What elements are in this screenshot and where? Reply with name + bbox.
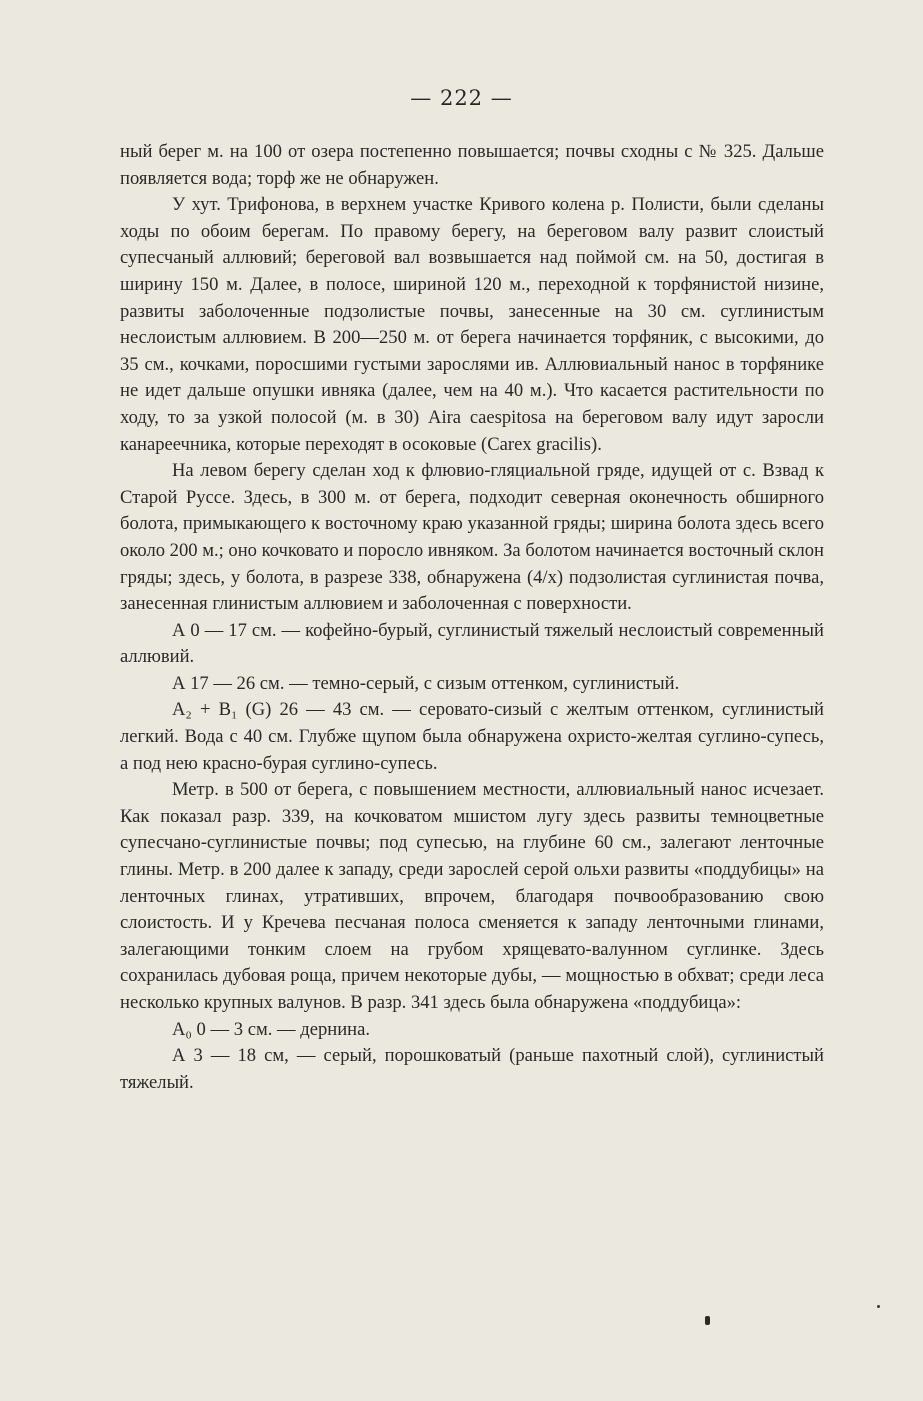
- body-text: [120, 139, 824, 1096]
- horizon-a0-0-3: А₀ 0 — 3 см. — дернина.: [172, 1018, 371, 1040]
- ink-dot: [877, 1305, 880, 1308]
- paragraph-continuation: ный берег м. на 100 от озера постепенно повышается; почвы сходны с № 325. Дальше появляется вода; торф же не обнаружен.: [120, 141, 824, 189]
- horizon-a-17-26: А 17 — 26 см. — темно-серый, с сизым оттенком, суглинистый.: [172, 672, 680, 694]
- ink-speck: [705, 1316, 710, 1325]
- horizon-a-3-18: А 3 — 18 см, — серый, порошковатый (раньше пахотный слой), суглинистый тяжелый.: [120, 1045, 824, 1093]
- horizon-a-0-17: А 0 — 17 см. — кофейно-бурый, суглинистый тяжелый неслоистый современный аллювий.: [120, 619, 824, 668]
- paragraph-trifonov: У хут. Трифонова, в верхнем участке Кривого колена р. Полисти, были сделаны ходы по обоим берегам. По правому берегу, на береговом валу развит слоистый супесчаный аллювий; береговой вал возвышается над поймой см. на 50, достигая в ширину 150 м. Далее, в полосе, шириной 120 м., переходной к торфянистой низине, развиты заболоченные подзолистые почвы, занесенные на 30 см. суглинистым неслоистым аллювием. В 200—250 м. от берега начинается торфяник, с высокими, до 35 см., кочками, поросшими густыми зарослями ив. Аллювиальный нанос в торфянике не идет дальше опушки ивняка (далее, чем на 40 м.). Что касается растительности по ходу, то за узкой полосой (м. в 30) Aira caespitosa на береговом валу идут заросли канареечника, которые переходят в осоковые (Carex gracilis).: [120, 194, 824, 455]
- paragraph-left-bank: На левом берегу сделан ход к флювио-гляциальной гряде, идущей от с. Взвад к Старой Руссе. Здесь, в 300 м. от берега, подходит северная оконечность обширного болота, примыкающего к восточному краю указанной гряды; ширина болота здесь всего около 200 м.; оно кочковато и поросло ивняком. За болотом начинается восточный склон гряды; здесь, у болота, в разрезе 338, обнаружена (4/х) подзолистая суглинистая почва, занесенная глинистым аллювием и заболоченная с поверхности.: [120, 460, 824, 615]
- page-number: — 222 —: [410, 86, 513, 110]
- paragraph-500m: Метр. в 500 от берега, с повышением местности, аллювиальный нанос исчезает. Как показал разр. 339, на кочковатом мшистом лугу здесь развиты темноцветные супесчано-суглинистые почвы; под супесью, на глубине 60 см., залегают ленточные глины. Метр. в 200 далее к западу, среди зарослей серой ольхи развиты «поддубицы» на ленточных глинах, утративших, впрочем, благодаря почвообразованию свою слоистость. И у Кречева песчаная полоса сменяется к западу ленточными глинами, залегающими тонким слоем на грубом хрящевато-валунном суглинке. Здесь сохранилась дубовая роща, причем некоторые дубы, — мощностью в обхват; среди леса несколько крупных валунов. В разр. 341 здесь была обнаружена «поддубица»:: [120, 779, 824, 1013]
- horizon-a2-b1: А₂ + B₁ (G) 26 — 43 см. — серовато-сизый с желтым оттенком, суглинистый легкий. Вода с 40 см. Глубже щупом была обнаружена охристо-желтая суглино-супесь, а под нею красно-бурая суглино-супесь.: [120, 699, 824, 774]
